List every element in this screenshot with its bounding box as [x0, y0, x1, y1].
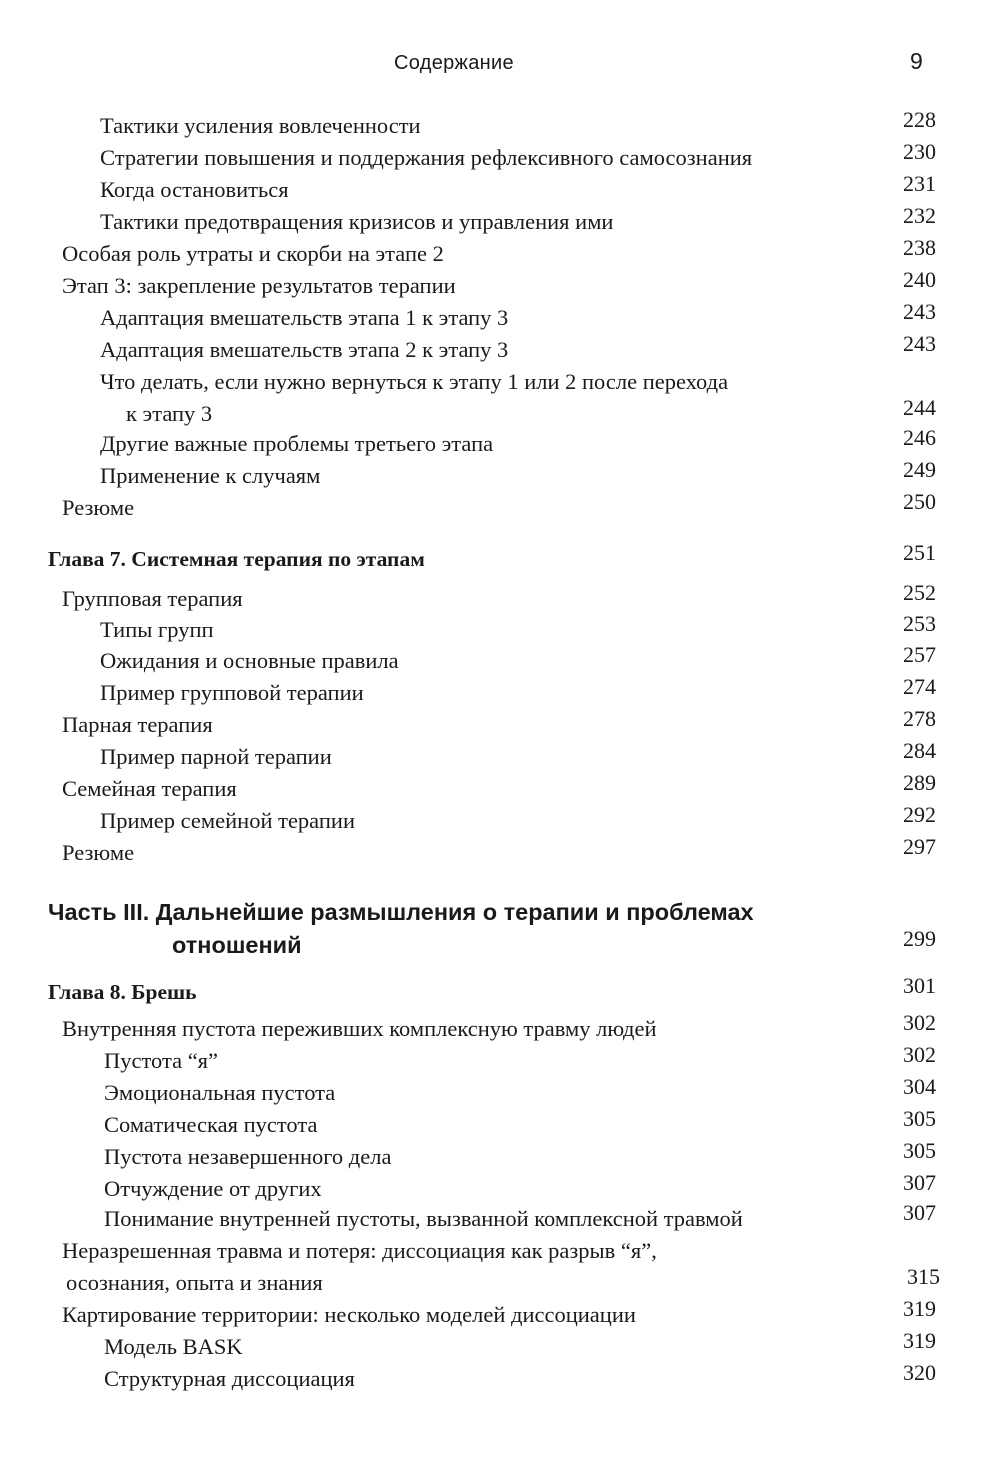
- toc-entry-title: Внутренняя пустота переживших комплексную травму людей: [62, 1016, 657, 1041]
- toc-entry-title: Адаптация вмешательств этапа 2 к этапу 3: [100, 337, 509, 362]
- toc-entry-title: Применение к случаям: [100, 463, 321, 488]
- toc-entry-page: 315: [907, 1264, 940, 1289]
- toc-part-title: отношений: [172, 932, 302, 958]
- toc-entry-page: 301: [903, 973, 936, 998]
- toc-entry-title: Ожидания и основные правила: [100, 648, 399, 673]
- toc-entry: [0, 802, 1000, 837]
- toc-part: [0, 926, 1000, 961]
- toc-entry-page: 230: [903, 139, 936, 164]
- toc-entry-title: Пустота незавершенного дела: [104, 1144, 392, 1169]
- toc-entry-page: 246: [903, 425, 936, 450]
- toc-entry: [0, 1235, 1000, 1267]
- toc-entry-title: Структурная диссоциация: [104, 1366, 355, 1391]
- toc-entry-page: 244: [903, 395, 936, 420]
- toc-entry-page: 250: [903, 489, 936, 514]
- toc-entry: [0, 489, 1000, 524]
- toc-entry: [0, 331, 1000, 366]
- toc-entry-page: 240: [903, 267, 936, 292]
- toc-entry: [0, 171, 1000, 206]
- toc-entry-page: 302: [903, 1010, 936, 1035]
- toc-entry: [0, 299, 1000, 334]
- toc-part-title: Часть III. Дальнейшие размышления о терапии и проблемах: [48, 899, 754, 925]
- toc-entry-page: 243: [903, 331, 936, 356]
- toc-entry: [0, 1264, 1000, 1299]
- toc-entry-page: 284: [903, 738, 936, 763]
- toc-entry: [0, 1200, 1000, 1235]
- toc-entry-page: 243: [903, 299, 936, 324]
- toc-entry-title: Особая роль утраты и скорби на этапе 2: [62, 241, 444, 266]
- toc-entry-title: Резюме: [62, 495, 135, 520]
- toc-entry-title: Тактики предотвращения кризисов и управления ими: [100, 209, 614, 234]
- toc-entry-page: 257: [903, 642, 936, 667]
- toc-entry-page: 238: [903, 235, 936, 260]
- toc-entry: [0, 642, 1000, 677]
- toc-entry-title: Что делать, если нужно вернуться к этапу 1 или 2 после перехода: [100, 369, 729, 394]
- toc-entry-title: Неразрешенная травма и потеря: диссоциация как разрыв “я”,: [62, 1238, 657, 1263]
- toc-entry-title: Когда остановиться: [100, 177, 289, 202]
- toc-entry-page: 228: [903, 107, 936, 132]
- toc-entry-page: 274: [903, 674, 936, 699]
- toc-chapter-title: Глава 8. Брешь: [48, 980, 197, 1004]
- toc-entry-title: Эмоциональная пустота: [104, 1080, 336, 1105]
- toc-entry-title: к этапу 3: [126, 401, 213, 426]
- toc-entry-title: Пустота “я”: [104, 1048, 219, 1073]
- toc-entry-title: Этап 3: закрепление результатов терапии: [62, 273, 456, 298]
- toc-entry: [0, 1074, 1000, 1109]
- toc-entry: [0, 834, 1000, 869]
- toc-entry-title: Тактики усиления вовлеченности: [100, 113, 421, 138]
- toc-entry: [0, 139, 1000, 174]
- toc-entry-page: 251: [903, 540, 936, 565]
- toc-entry: [0, 1360, 1000, 1395]
- toc-entry-page: 307: [903, 1170, 936, 1195]
- toc-entry: [0, 235, 1000, 270]
- toc-part: [0, 896, 1000, 928]
- toc-entry-title: Групповая терапия: [62, 586, 243, 611]
- toc-entry-page: 305: [903, 1106, 936, 1131]
- toc-entry: [0, 706, 1000, 741]
- toc-entry-page: 319: [903, 1328, 936, 1353]
- toc-entry: [0, 1296, 1000, 1331]
- toc-entry-title: Понимание внутренней пустоты, вызванной комплексной травмой: [104, 1206, 743, 1231]
- toc-entry: [0, 1170, 1000, 1205]
- toc-entry-page: 319: [903, 1296, 936, 1321]
- toc-entry: [0, 425, 1000, 460]
- toc-entry: [0, 267, 1000, 302]
- toc-entry: [0, 580, 1000, 615]
- toc-entry-title: Другие важные проблемы третьего этапа: [100, 431, 494, 456]
- toc-entry-page: 292: [903, 802, 936, 827]
- toc-entry-page: 231: [903, 171, 936, 196]
- toc-entry: [0, 395, 1000, 430]
- toc-entry-title: Пример семейной терапии: [100, 808, 355, 833]
- toc-entry-title: Парная терапия: [62, 712, 213, 737]
- toc-entry-title: Пример групповой терапии: [100, 680, 364, 705]
- toc-entry-page: 278: [903, 706, 936, 731]
- toc-entry: [0, 770, 1000, 805]
- toc-entry: [0, 1328, 1000, 1363]
- toc-chapter-title: Глава 7. Системная терапия по этапам: [48, 547, 425, 571]
- toc-entry: [0, 1042, 1000, 1077]
- toc-entry-page: 302: [903, 1042, 936, 1067]
- toc-chapter: [0, 540, 1000, 575]
- toc-entry: [0, 611, 1000, 646]
- toc-entry-page: 304: [903, 1074, 936, 1099]
- toc-entry: [0, 1106, 1000, 1141]
- toc-entry-title: Модель BASK: [104, 1334, 243, 1359]
- toc-entry-page: 289: [903, 770, 936, 795]
- toc-entry: [0, 1138, 1000, 1173]
- toc-entry-page: 232: [903, 203, 936, 228]
- toc-entry: [0, 203, 1000, 238]
- toc-entry: [0, 1010, 1000, 1045]
- toc-entry: [0, 366, 1000, 398]
- page-number: 9: [910, 48, 923, 74]
- running-title: Содержание: [394, 52, 514, 74]
- toc-entry-page: 297: [903, 834, 936, 859]
- toc-entry-page: 320: [903, 1360, 936, 1385]
- toc-entry-title: Картирование территории: несколько моделей диссоциации: [62, 1302, 636, 1327]
- toc-entry: [0, 674, 1000, 709]
- toc-chapter: [0, 973, 1000, 1008]
- toc-entry-page: 305: [903, 1138, 936, 1163]
- toc-entry-title: Пример парной терапии: [100, 744, 332, 769]
- toc-entry: [0, 457, 1000, 492]
- toc-entry-page: 299: [903, 926, 936, 951]
- toc-entry-title: Адаптация вмешательств этапа 1 к этапу 3: [100, 305, 509, 330]
- toc-entry-title: Семейная терапия: [62, 776, 237, 801]
- toc-entry-page: 252: [903, 580, 936, 605]
- toc-entry-title: Типы групп: [100, 617, 214, 642]
- toc-entry: [0, 107, 1000, 142]
- toc-entry-title: Резюме: [62, 840, 135, 865]
- toc-entry: [0, 738, 1000, 773]
- toc-entry-title: Соматическая пустота: [104, 1112, 318, 1137]
- toc-entry-title: Отчуждение от других: [104, 1176, 322, 1201]
- toc-entry-page: 307: [903, 1200, 936, 1225]
- toc-entry-title: Стратегии повышения и поддержания рефлексивного самосознания: [100, 145, 753, 170]
- toc-entry-page: 253: [903, 611, 936, 636]
- toc-entry-page: 249: [903, 457, 936, 482]
- toc-entry-title: осознания, опыта и знания: [66, 1270, 323, 1295]
